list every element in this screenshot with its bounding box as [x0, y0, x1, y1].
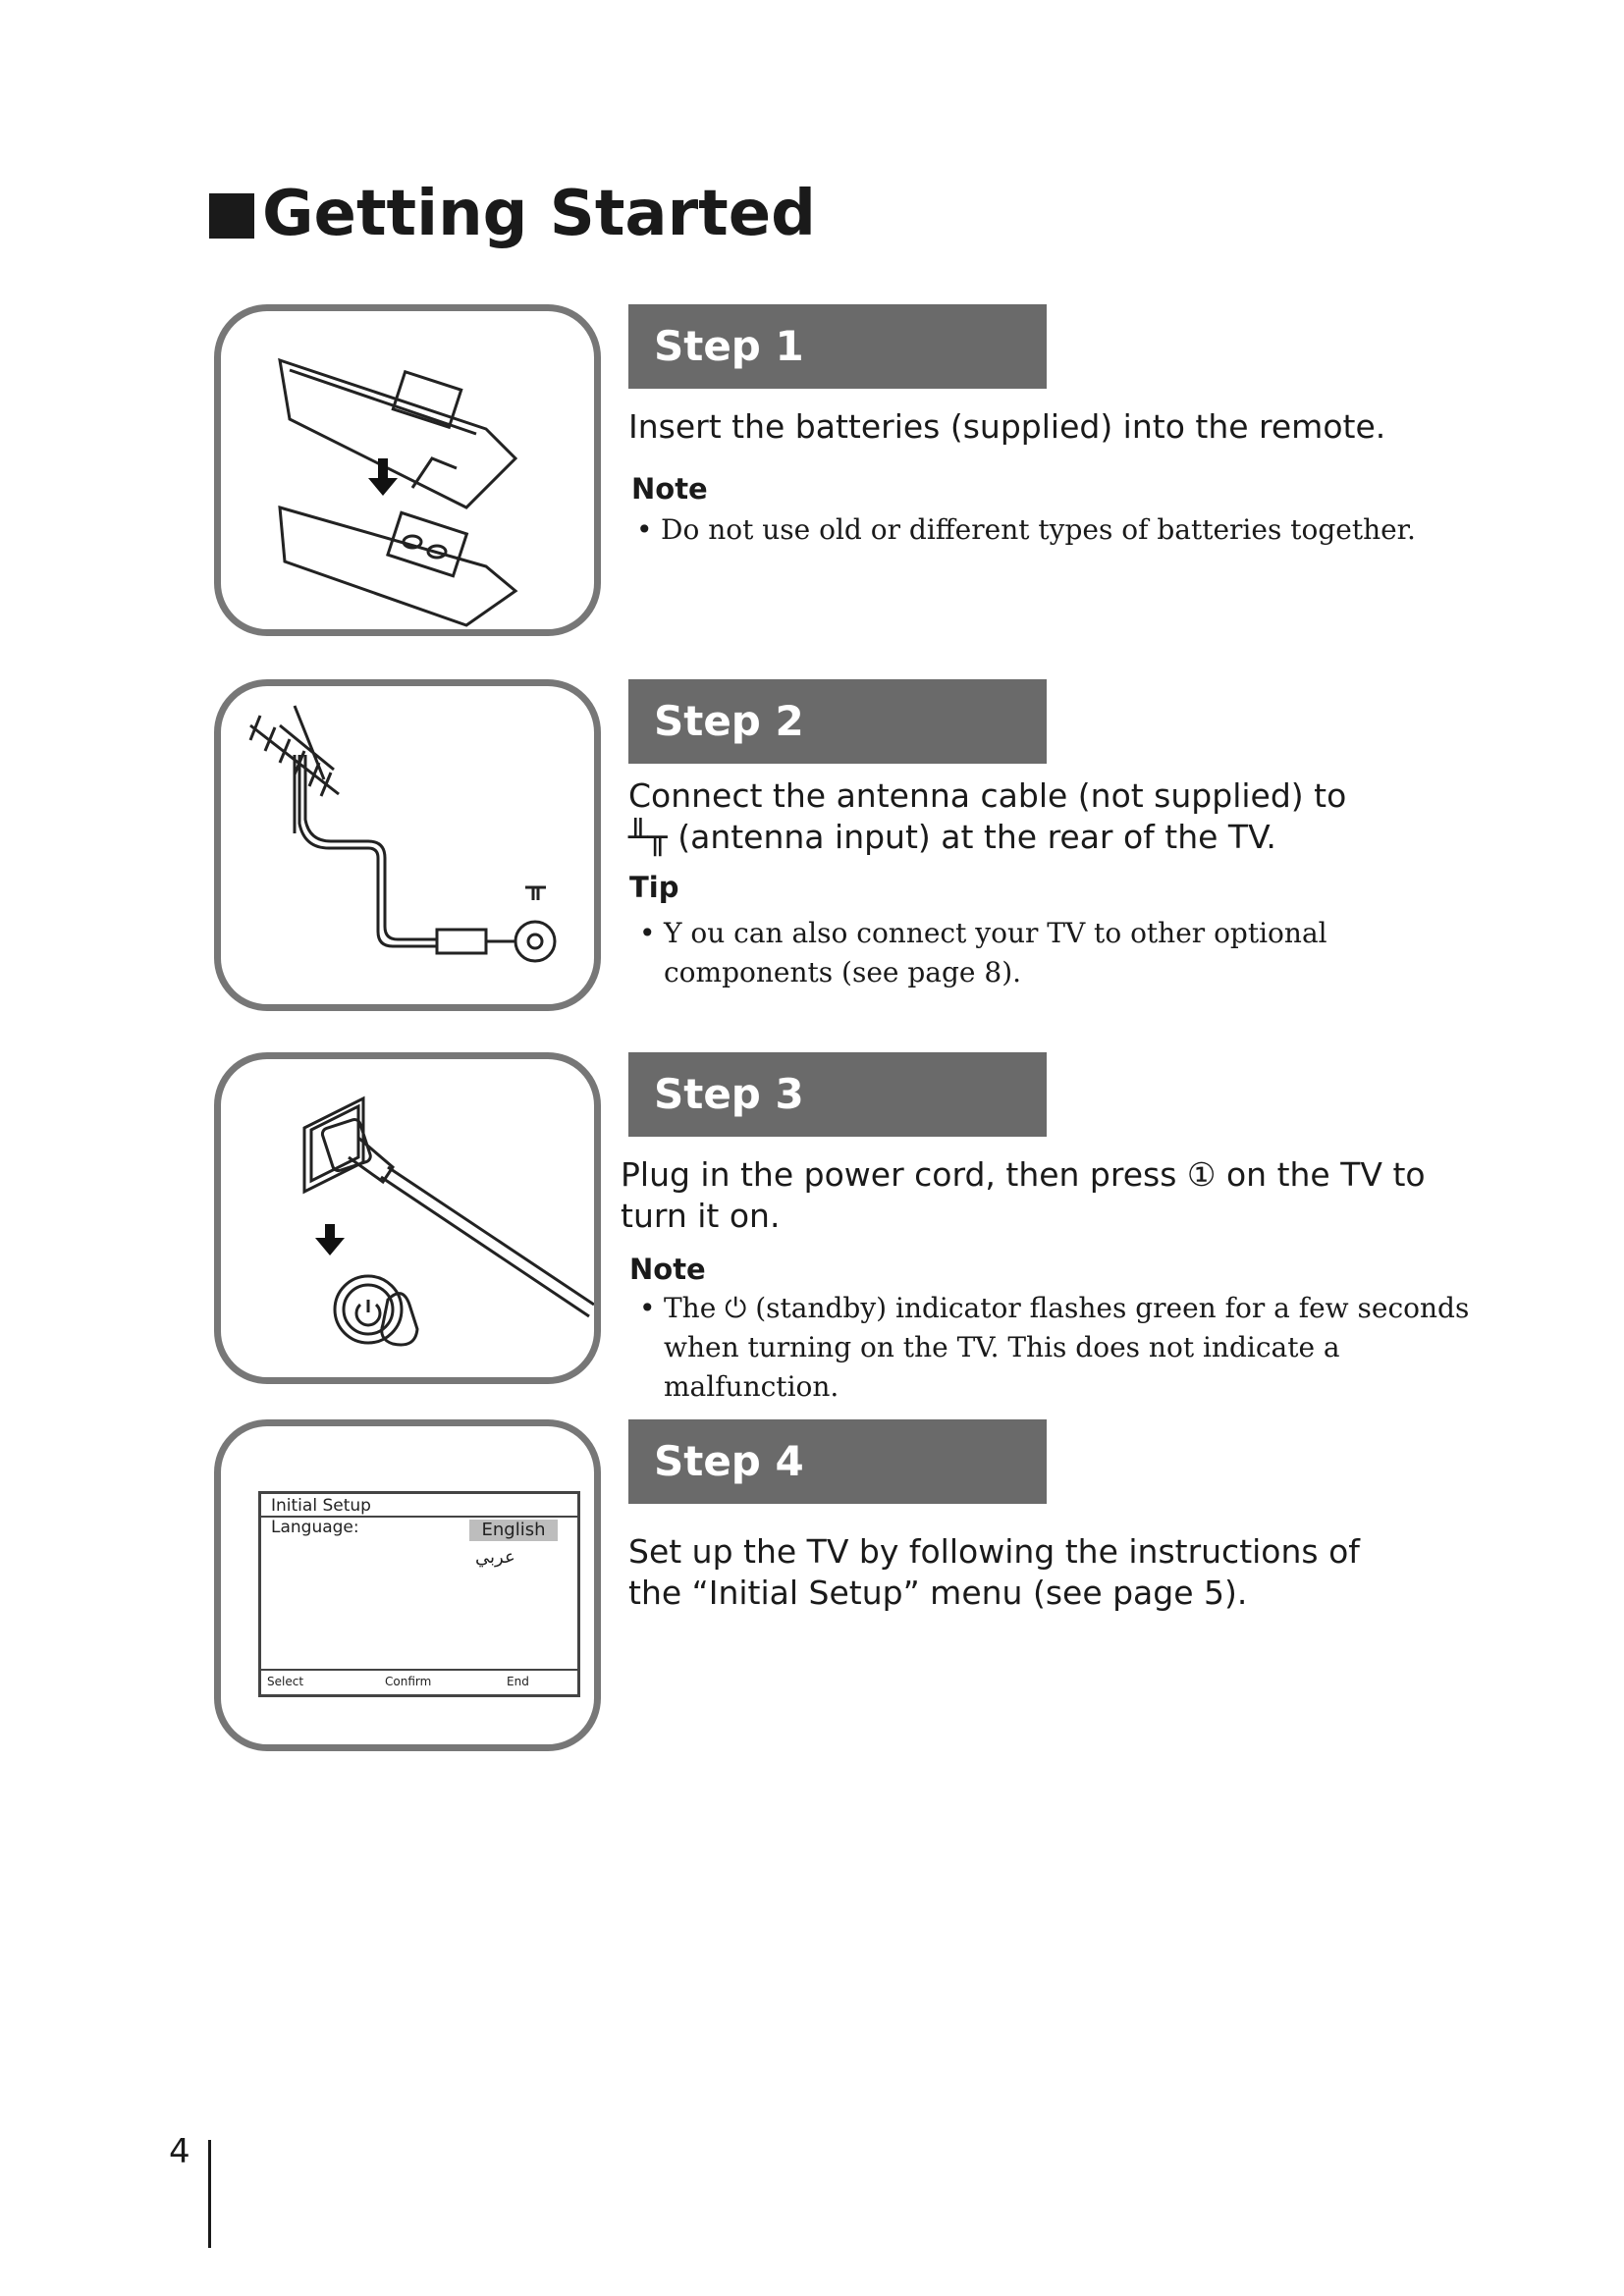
- menu-confirm-hint: Confirm: [385, 1675, 432, 1688]
- menu-selected-language: English: [469, 1520, 558, 1541]
- step4-text: Set up the TV by following the instructions of the “Initial Setup” menu (see page 5).: [628, 1532, 1360, 1612]
- page-number: 4: [169, 2132, 190, 2171]
- step3-illustration: [214, 1052, 601, 1384]
- antenna-icon: [221, 686, 594, 1004]
- step3-banner: Step 3: [628, 1052, 1047, 1137]
- page-title: [209, 175, 816, 253]
- step1-text: Insert the batteries (supplied) into the remote.: [628, 407, 1386, 446]
- step2-tip-label: Tip: [629, 871, 679, 904]
- step2-tip-item: • Y ou can also connect your TV to other optional components (see page 8).: [631, 914, 1476, 992]
- power-plug-icon: [221, 1059, 594, 1377]
- page-title-text: Getting Started: [262, 178, 816, 250]
- menu-footer: [261, 1669, 577, 1694]
- menu-option-arabic: عربي: [475, 1547, 515, 1568]
- tv-menu-icon: [258, 1491, 580, 1697]
- menu-title: Initial Setup: [271, 1496, 371, 1516]
- step3-note-item: • The ⏻ (standby) indicator flashes green for a few seconds when turning on the TV. This does not indicate a malfunction.: [631, 1289, 1495, 1407]
- step3-note-label: Note: [629, 1253, 706, 1286]
- menu-end-hint: End: [507, 1675, 529, 1688]
- step2-text: Connect the antenna cable (not supplied) to ╨╥ (antenna input) at the rear of the TV.: [628, 776, 1347, 856]
- page-number-rule: [208, 2140, 211, 2248]
- step2-banner: Step 2: [628, 679, 1047, 764]
- step4-banner: Step 4: [628, 1419, 1047, 1504]
- menu-language-label: Language:: [271, 1518, 359, 1537]
- step4-illustration: [214, 1419, 601, 1751]
- step1-note-item: • Do not use old or different types of batteries together.: [628, 510, 1512, 550]
- title-square-icon: [209, 193, 254, 239]
- step1-note-label: Note: [631, 472, 708, 506]
- step2-illustration: [214, 679, 601, 1011]
- step1-illustration: [214, 304, 601, 636]
- menu-select-hint: Select: [267, 1675, 304, 1688]
- step3-text: Plug in the power cord, then press ① on the TV to turn it on.: [621, 1155, 1426, 1235]
- remote-battery-icon: [221, 311, 594, 629]
- step1-banner: Step 1: [628, 304, 1047, 389]
